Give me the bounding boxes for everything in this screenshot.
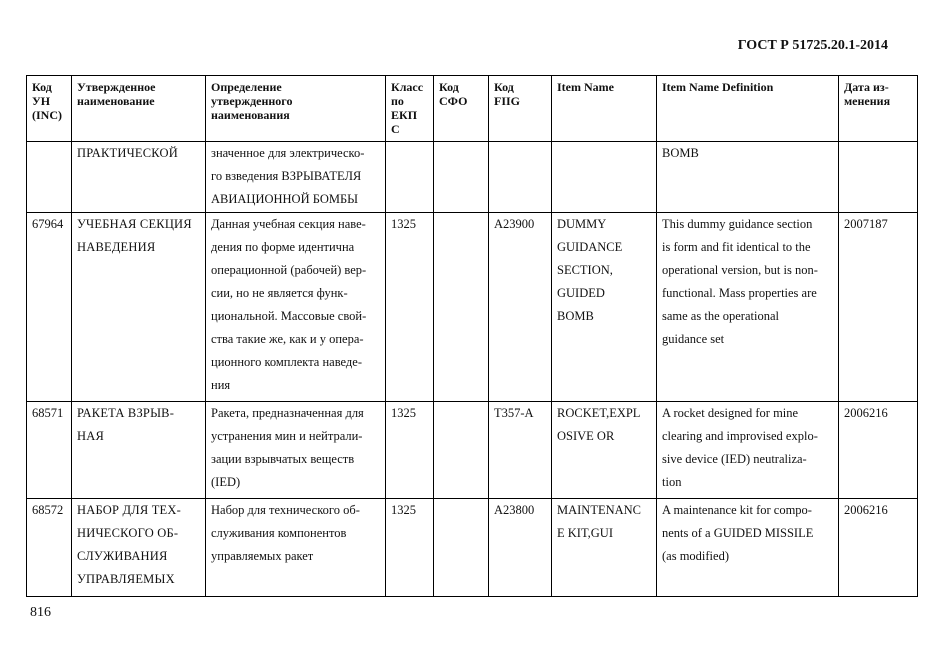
- cell-fiig: A23800: [489, 499, 552, 597]
- cell-definition: Данная учебная секция наве- дения по форме идентична операционной (рабочей) вер- сии, но не является функ- циональной. Массовые свой- ства такие же, как и у опера- ционного комплекта наведе- ния: [206, 213, 386, 402]
- cell-code: 67964: [27, 213, 72, 402]
- cell-date: 2006216: [839, 402, 918, 499]
- table-row: [27, 213, 918, 402]
- cell-class: 1325: [386, 402, 434, 499]
- cell-item-def: BOMB: [657, 142, 839, 213]
- catalog-table: [26, 75, 918, 597]
- header-sfo: Код СФО: [434, 76, 489, 142]
- cell-name: УЧЕБНАЯ СЕКЦИЯ НАВЕДЕНИЯ: [72, 213, 206, 402]
- cell-definition: Набор для технического об- служивания компонентов управляемых ракет: [206, 499, 386, 597]
- header-name: Утвержденное наименование: [72, 76, 206, 142]
- header-class: Класс по ЕКП С: [386, 76, 434, 142]
- cell-class: [386, 142, 434, 213]
- cell-name: НАБОР ДЛЯ ТЕХ- НИЧЕСКОГО ОБ- СЛУЖИВАНИЯ УПРАВЛЯЕМЫХ: [72, 499, 206, 597]
- cell-sfo: [434, 213, 489, 402]
- cell-definition: Ракета, предназначенная для устранения мин и нейтрали- зации взрывчатых веществ (IED): [206, 402, 386, 499]
- cell-code: [27, 142, 72, 213]
- cell-sfo: [434, 402, 489, 499]
- header-date: Дата из- менения: [839, 76, 918, 142]
- cell-code: 68571: [27, 402, 72, 499]
- document-title: ГОСТ Р 51725.20.1-2014: [737, 38, 888, 53]
- cell-class: 1325: [386, 213, 434, 402]
- header-item-def: Item Name Definition: [657, 76, 839, 142]
- cell-sfo: [434, 142, 489, 213]
- cell-item-def: A rocket designed for mine clearing and improvised explo- sive device (IED) neutraliza- tion: [657, 402, 839, 499]
- cell-code: 68572: [27, 499, 72, 597]
- cell-fiig: [489, 142, 552, 213]
- cell-date: 2007187: [839, 213, 918, 402]
- cell-fiig: T357-A: [489, 402, 552, 499]
- cell-item-def: This dummy guidance section is form and fit identical to the operational version, but is non- functional. Mass properties are same as the operational guidance set: [657, 213, 839, 402]
- table-header-row: [27, 76, 918, 142]
- cell-fiig: A23900: [489, 213, 552, 402]
- table-row: [27, 499, 918, 597]
- header-item-name: Item Name: [552, 76, 657, 142]
- cell-item-name: ROCKET,EXPL OSIVE OR: [552, 402, 657, 499]
- cell-date: 2006216: [839, 499, 918, 597]
- page-number: 816: [30, 605, 51, 620]
- cell-name: РАКЕТА ВЗРЫВ- НАЯ: [72, 402, 206, 499]
- header-fiig: Код FIIG: [489, 76, 552, 142]
- table-row: [27, 142, 918, 213]
- cell-item-name: DUMMY GUIDANCE SECTION, GUIDED BOMB: [552, 213, 657, 402]
- cell-name: ПРАКТИЧЕСКОЙ: [72, 142, 206, 213]
- cell-date: [839, 142, 918, 213]
- cell-sfo: [434, 499, 489, 597]
- cell-item-name: MAINTENANC E KIT,GUI: [552, 499, 657, 597]
- cell-item-def: A maintenance kit for compo- nents of a GUIDED MISSILE (as modified): [657, 499, 839, 597]
- header-definition: Определение утвержденного наименования: [206, 76, 386, 142]
- cell-definition: значенное для электрическо- го взведения ВЗРЫВАТЕЛЯ АВИАЦИОННОЙ БОМБЫ: [206, 142, 386, 213]
- table-row: [27, 402, 918, 499]
- cell-class: 1325: [386, 499, 434, 597]
- header-code: Код УН (INC): [27, 76, 72, 142]
- cell-item-name: [552, 142, 657, 213]
